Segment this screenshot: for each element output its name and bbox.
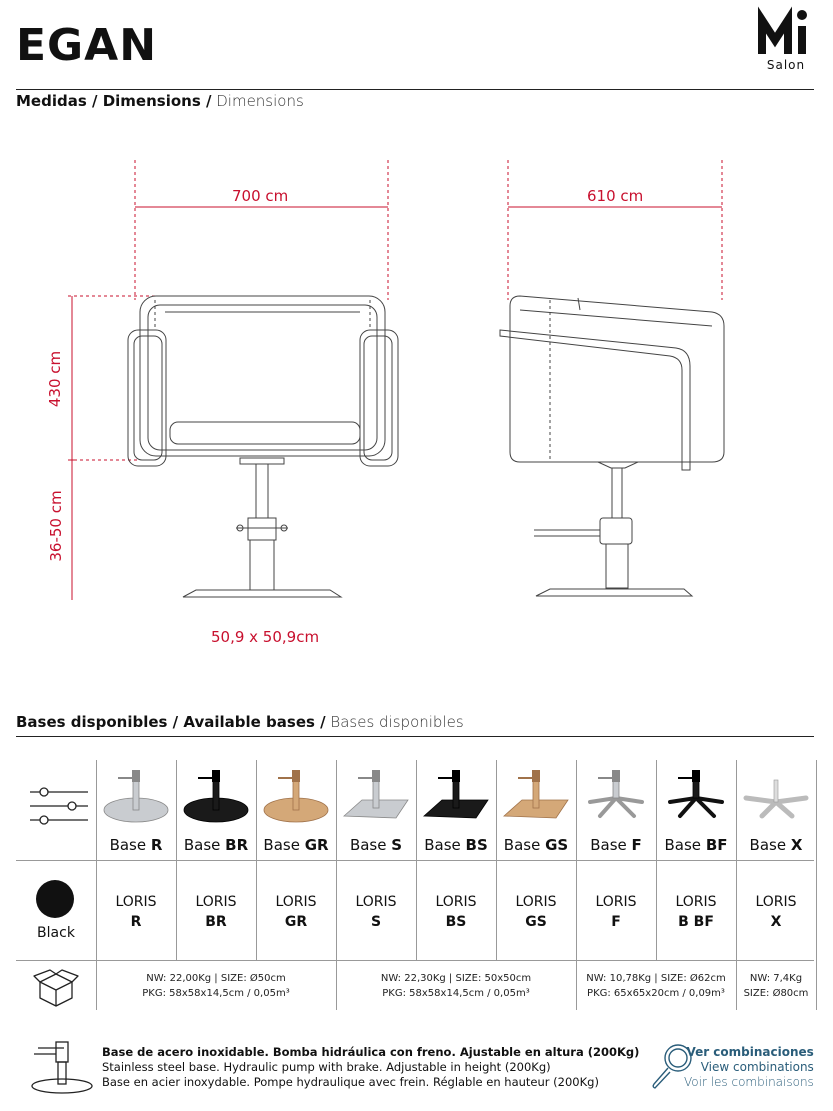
loris-name: LORIS	[515, 894, 557, 910]
loris-r-model	[96, 892, 176, 932]
loris-gr-model	[256, 892, 336, 932]
base-label-code: X	[790, 836, 803, 854]
dimensions-heading-bold: Medidas / Dimensions /	[16, 92, 212, 110]
base-label-code: GR	[304, 836, 329, 854]
loris-code: BS	[445, 914, 467, 930]
spec-nw: NW: 10,78Kg | SIZE: Ø62cm	[586, 973, 726, 984]
spec-nw: NW: 22,00Kg | SIZE: Ø50cm	[146, 973, 286, 984]
spec-group-square	[336, 971, 576, 1001]
loris-br-model	[176, 892, 256, 932]
base-gs-image	[496, 762, 576, 828]
description-en: Stainless steel base. Hydraulic pump with brake. Adjustable in height (200Kg)	[102, 1060, 551, 1074]
view-combinations-es[interactable]: Ver combinaciones	[686, 1045, 814, 1059]
loris-s-model	[336, 892, 416, 932]
base-f-label	[576, 836, 656, 854]
bases-divider	[16, 736, 814, 737]
loris-gs-model	[496, 892, 576, 932]
base-r-label	[96, 836, 176, 854]
base-x-image	[736, 762, 816, 828]
base-label-code: BS	[465, 836, 488, 854]
base-bf-image	[656, 762, 736, 828]
loris-name: LORIS	[355, 894, 397, 910]
bases-heading	[16, 713, 464, 731]
package-icon	[34, 968, 78, 1008]
view-combinations-en[interactable]: View combinations	[700, 1060, 814, 1074]
loris-name: LORIS	[115, 894, 157, 910]
table-row-divider	[16, 960, 814, 961]
table-column-divider	[816, 760, 817, 1010]
base-label-code: BF	[705, 836, 728, 854]
base-label-prefix: Base	[109, 836, 147, 854]
finish-label: Black	[37, 925, 75, 941]
black-swatch	[36, 880, 74, 918]
bases-heading-bold: Bases disponibles / Available bases /	[16, 713, 326, 731]
spec-pkg: SIZE: Ø80cm	[743, 988, 809, 999]
base-br-label	[176, 836, 256, 854]
spec-nw: NW: 22,30Kg | SIZE: 50x50cm	[380, 973, 532, 984]
loris-x-model	[736, 892, 816, 932]
loris-code: BR	[205, 914, 227, 930]
loris-name: LORIS	[595, 894, 637, 910]
hydraulic-base-icon	[28, 1040, 88, 1096]
base-label-code: S	[391, 836, 403, 854]
base-label-prefix: Base	[263, 836, 300, 854]
loris-code: X	[770, 914, 782, 930]
base-label-prefix: Base	[349, 836, 387, 854]
front-width-label: 700 cm	[232, 187, 289, 205]
base-s-image	[336, 762, 416, 828]
side-width-label: 610 cm	[587, 187, 644, 205]
base-s-label	[336, 836, 416, 854]
spec-group-star	[576, 971, 736, 1001]
loris-bs-model	[416, 892, 496, 932]
loris-code: B BF	[678, 914, 714, 930]
base-description	[102, 1045, 639, 1090]
view-combinations-fr[interactable]: Voir les combinaisons	[684, 1075, 814, 1089]
base-gs-label	[496, 836, 576, 854]
view-combinations-link[interactable]	[684, 1045, 814, 1090]
bases-table	[16, 760, 814, 1010]
spec-pkg: PKG: 58x58x14,5cm / 0,05m³	[142, 988, 290, 999]
spec-group-round	[96, 971, 336, 1001]
spec-nw: NW: 7,4Kg	[749, 973, 803, 984]
seat-height-label: 430 cm	[46, 350, 64, 408]
base-bs-image	[416, 762, 496, 828]
base-label-prefix: Base	[424, 836, 461, 854]
loris-name: LORIS	[675, 894, 717, 910]
spec-pkg: PKG: 65x65x20cm / 0,09m³	[587, 988, 725, 999]
base-bs-label	[416, 836, 496, 854]
loris-code: S	[370, 914, 382, 930]
base-label-code: BR	[225, 836, 249, 854]
loris-code: GS	[525, 914, 547, 930]
loris-name: LORIS	[435, 894, 477, 910]
base-height-label: 36-50 cm	[47, 490, 65, 562]
base-label-code: GS	[545, 836, 569, 854]
spec-group-cross	[736, 971, 816, 1001]
filter-icon	[30, 786, 90, 826]
base-label-prefix: Base	[183, 836, 221, 854]
loris-name: LORIS	[275, 894, 317, 910]
loris-f-model	[576, 892, 656, 932]
page-title: EGAN	[16, 20, 158, 71]
spec-group-divider	[336, 960, 337, 1010]
spec-pkg: PKG: 58x58x14,5cm / 0,05m³	[382, 988, 530, 999]
spec-group-divider	[576, 960, 577, 1010]
base-gr-label	[256, 836, 336, 854]
base-label-prefix: Base	[664, 836, 702, 854]
base-r-image	[96, 762, 176, 828]
base-label-prefix: Base	[503, 836, 541, 854]
loris-code: R	[130, 914, 142, 930]
description-fr: Base en acier inoxydable. Pompe hydraulique avec frein. Réglable en hauteur (200Kg)	[102, 1075, 599, 1089]
base-label-prefix: Base	[590, 836, 627, 854]
loris-code: GR	[284, 914, 308, 930]
spec-group-divider	[736, 960, 737, 1010]
base-label-prefix: Base	[749, 836, 787, 854]
loris-name: LORIS	[755, 894, 797, 910]
base-label-code: R	[150, 836, 163, 854]
base-f-image	[576, 762, 656, 828]
description-es: Base de acero inoxidable. Bomba hidráulica con freno. Ajustable en altura (200Kg)	[102, 1045, 640, 1059]
table-row-divider	[16, 860, 814, 861]
dimensions-heading-light: Dimensions	[216, 92, 304, 110]
base-x-label	[736, 836, 816, 854]
loris-code: F	[611, 914, 621, 930]
bases-heading-light: Bases disponibles	[330, 713, 464, 731]
base-gr-image	[256, 762, 336, 828]
brand-text: Salon	[766, 58, 806, 72]
base-size-label: 50,9 x 50,9cm	[211, 628, 320, 646]
base-br-image	[176, 762, 256, 828]
base-bf-label	[656, 836, 736, 854]
loris-name: LORIS	[195, 894, 237, 910]
loris-bf-model	[656, 892, 736, 932]
base-label-code: F	[631, 836, 642, 854]
